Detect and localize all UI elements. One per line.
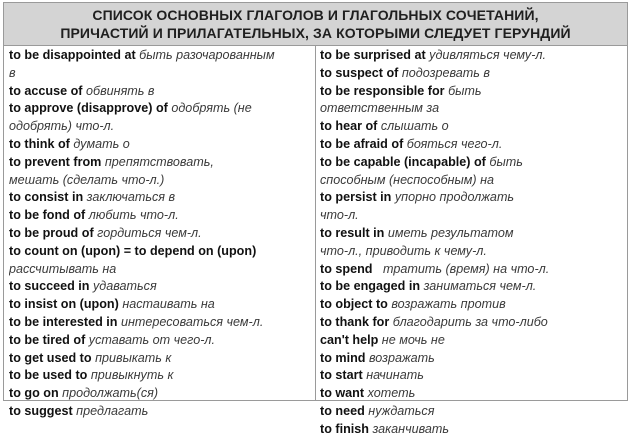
- russian-translation: предлагать: [76, 403, 149, 418]
- verb-table: [3, 46, 628, 436]
- russian-translation: ответственным за: [320, 101, 440, 116]
- russian-translation: быть: [448, 83, 482, 98]
- russian-translation: хотеть: [367, 386, 416, 401]
- verb-entry-line: [9, 367, 315, 385]
- verb-entry-line: [320, 314, 627, 332]
- russian-translation: удаваться: [92, 279, 157, 294]
- verb-entry-line: [9, 207, 315, 225]
- english-phrase: to result in: [320, 225, 385, 240]
- russian-translation: препятствовать,: [104, 154, 214, 169]
- verb-entry-line: [320, 421, 627, 439]
- verb-entry-line: [9, 350, 315, 368]
- verb-entry-line: [320, 332, 627, 350]
- russian-translation: нуждаться: [368, 403, 435, 418]
- verb-entry-line: [9, 278, 315, 296]
- russian-translation: одобрять) что-л.: [9, 119, 115, 134]
- english-phrase: to thank for: [320, 314, 390, 329]
- russian-translation: тратить (время) на что-л.: [375, 261, 550, 276]
- english-phrase: to be capable (incapable) of: [320, 154, 486, 169]
- english-phrase: to hear of: [320, 119, 378, 134]
- english-phrase: to count on (upon) = to depend on (upon): [9, 243, 257, 258]
- header-title-line-1: СПИСОК ОСНОВНЫХ ГЛАГОЛОВ И ГЛАГОЛЬНЫХ СОЧЕТАНИЙ,: [92, 7, 539, 23]
- english-phrase: to suspect of: [320, 65, 399, 80]
- russian-translation: гордиться чем-л.: [97, 225, 202, 240]
- russian-translation: способным (неспособным) на: [320, 172, 495, 187]
- russian-translation: любить что-л.: [88, 208, 179, 223]
- verb-entry-line: [320, 83, 627, 101]
- verb-entry-line: [9, 296, 315, 314]
- english-phrase: to want: [320, 386, 365, 401]
- english-phrase: to accuse of: [9, 83, 83, 98]
- english-phrase: to be surprised at: [320, 48, 426, 62]
- left-column: [4, 46, 315, 418]
- russian-translation: быть: [489, 154, 523, 169]
- verb-entry-line: [9, 225, 315, 243]
- verb-entry-line: [320, 278, 627, 296]
- russian-translation: заканчивать: [372, 421, 450, 436]
- verb-entry-line: [9, 332, 315, 350]
- table-header: [3, 2, 628, 46]
- russian-translation: возражать: [368, 350, 435, 365]
- verb-entry-line: [9, 189, 315, 207]
- russian-translation: иметь результатом: [387, 225, 514, 240]
- english-phrase: to insist on (upon): [9, 297, 119, 312]
- english-phrase: to get used to: [9, 350, 92, 365]
- verb-entry-line: [320, 47, 627, 65]
- verb-entry-line: [9, 47, 315, 65]
- russian-translation: упорно продолжать: [394, 190, 515, 205]
- russian-translation: слышать о: [380, 119, 449, 134]
- russian-translation: одобрять (не: [171, 101, 252, 116]
- english-phrase: to go on: [9, 386, 59, 401]
- english-phrase: to object to: [320, 297, 388, 312]
- english-phrase: to be afraid of: [320, 136, 404, 151]
- right-column: [315, 46, 627, 436]
- verb-entry-line: [320, 118, 627, 136]
- russian-translation: заниматься чем-л.: [423, 279, 537, 294]
- russian-translation: начинать: [366, 368, 424, 383]
- english-phrase: can't help: [320, 332, 379, 347]
- russian-translation: думать о: [73, 136, 130, 151]
- verb-entry-line: [9, 385, 315, 403]
- verb-entry-line: [9, 65, 315, 83]
- russian-translation: быть разочарованным: [139, 48, 275, 62]
- verb-entry-line: [320, 367, 627, 385]
- russian-translation: рассчитывать на: [9, 261, 117, 276]
- english-phrase: to need: [320, 403, 365, 418]
- russian-translation: заключаться в: [86, 190, 176, 205]
- verb-entry-line: [320, 385, 627, 403]
- english-phrase: to be responsible for: [320, 83, 445, 98]
- verb-entry-line: [320, 207, 627, 225]
- english-phrase: to be interested in: [9, 314, 118, 329]
- verb-entry-line: [9, 154, 315, 172]
- russian-translation: возражать против: [391, 297, 506, 312]
- verb-entry-line: [9, 100, 315, 118]
- russian-translation: бояться чего-л.: [406, 136, 503, 151]
- english-phrase: to persist in: [320, 190, 392, 205]
- verb-entry-line: [9, 172, 315, 190]
- english-phrase: to be tired of: [9, 332, 86, 347]
- russian-translation: благодарить за что-либо: [392, 314, 548, 329]
- russian-translation: что-л., приводить к чему-л.: [320, 243, 487, 258]
- russian-translation: обвинять в: [85, 83, 155, 98]
- verb-entry-line: [320, 243, 627, 261]
- header-title-line-2: ПРИЧАСТИЙ И ПРИЛАГАТЕЛЬНЫХ, ЗА КОТОРЫМИ СЛЕДУЕТ ГЕРУНДИЙ: [60, 25, 571, 41]
- english-phrase: to succeed in: [9, 279, 90, 294]
- english-phrase: to be disappointed at: [9, 48, 136, 62]
- russian-translation: интересоваться чем-л.: [120, 314, 264, 329]
- english-phrase: to consist in: [9, 190, 84, 205]
- english-phrase: to be engaged in: [320, 279, 421, 294]
- verb-entry-line: [320, 296, 627, 314]
- english-phrase: to be used to: [9, 368, 88, 383]
- verb-entry-line: [320, 403, 627, 421]
- verb-entry-line: [9, 261, 315, 279]
- verb-entry-line: [320, 189, 627, 207]
- russian-translation: в: [9, 65, 16, 80]
- russian-translation: уставать от чего-л.: [88, 332, 216, 347]
- russian-translation: привыкнуть к: [90, 368, 174, 383]
- english-phrase: to prevent from: [9, 154, 102, 169]
- russian-translation: что-л.: [320, 208, 359, 223]
- verb-entry-line: [9, 136, 315, 154]
- english-phrase: to spend: [320, 261, 373, 276]
- english-phrase: to mind: [320, 350, 366, 365]
- russian-translation: мешать (сделать что-л.): [9, 172, 165, 187]
- russian-translation: не мочь не: [381, 332, 445, 347]
- english-phrase: to think of: [9, 136, 70, 151]
- russian-translation: продолжать(ся): [62, 386, 159, 401]
- verb-entry-line: [9, 243, 315, 261]
- verb-entry-line: [320, 100, 627, 118]
- verb-entry-line: [9, 403, 315, 421]
- verb-entry-line: [9, 83, 315, 101]
- english-phrase: to suggest: [9, 403, 73, 418]
- russian-translation: подозревать в: [401, 65, 490, 80]
- russian-translation: удивляться чему-л.: [429, 48, 547, 62]
- verb-entry-line: [9, 118, 315, 136]
- english-phrase: to be fond of: [9, 208, 86, 223]
- verb-entry-line: [320, 261, 627, 279]
- russian-translation: настаивать на: [122, 297, 215, 312]
- verb-entry-line: [320, 225, 627, 243]
- english-phrase: to approve (disapprove) of: [9, 101, 168, 116]
- verb-entry-line: [9, 314, 315, 332]
- verb-entry-line: [320, 65, 627, 83]
- english-phrase: to finish: [320, 421, 369, 436]
- verb-entry-line: [320, 136, 627, 154]
- english-phrase: to be proud of: [9, 225, 94, 240]
- english-phrase: to start: [320, 368, 363, 383]
- verb-entry-line: [320, 350, 627, 368]
- verb-entry-line: [320, 172, 627, 190]
- russian-translation: привыкать к: [95, 350, 172, 365]
- verb-entry-line: [320, 154, 627, 172]
